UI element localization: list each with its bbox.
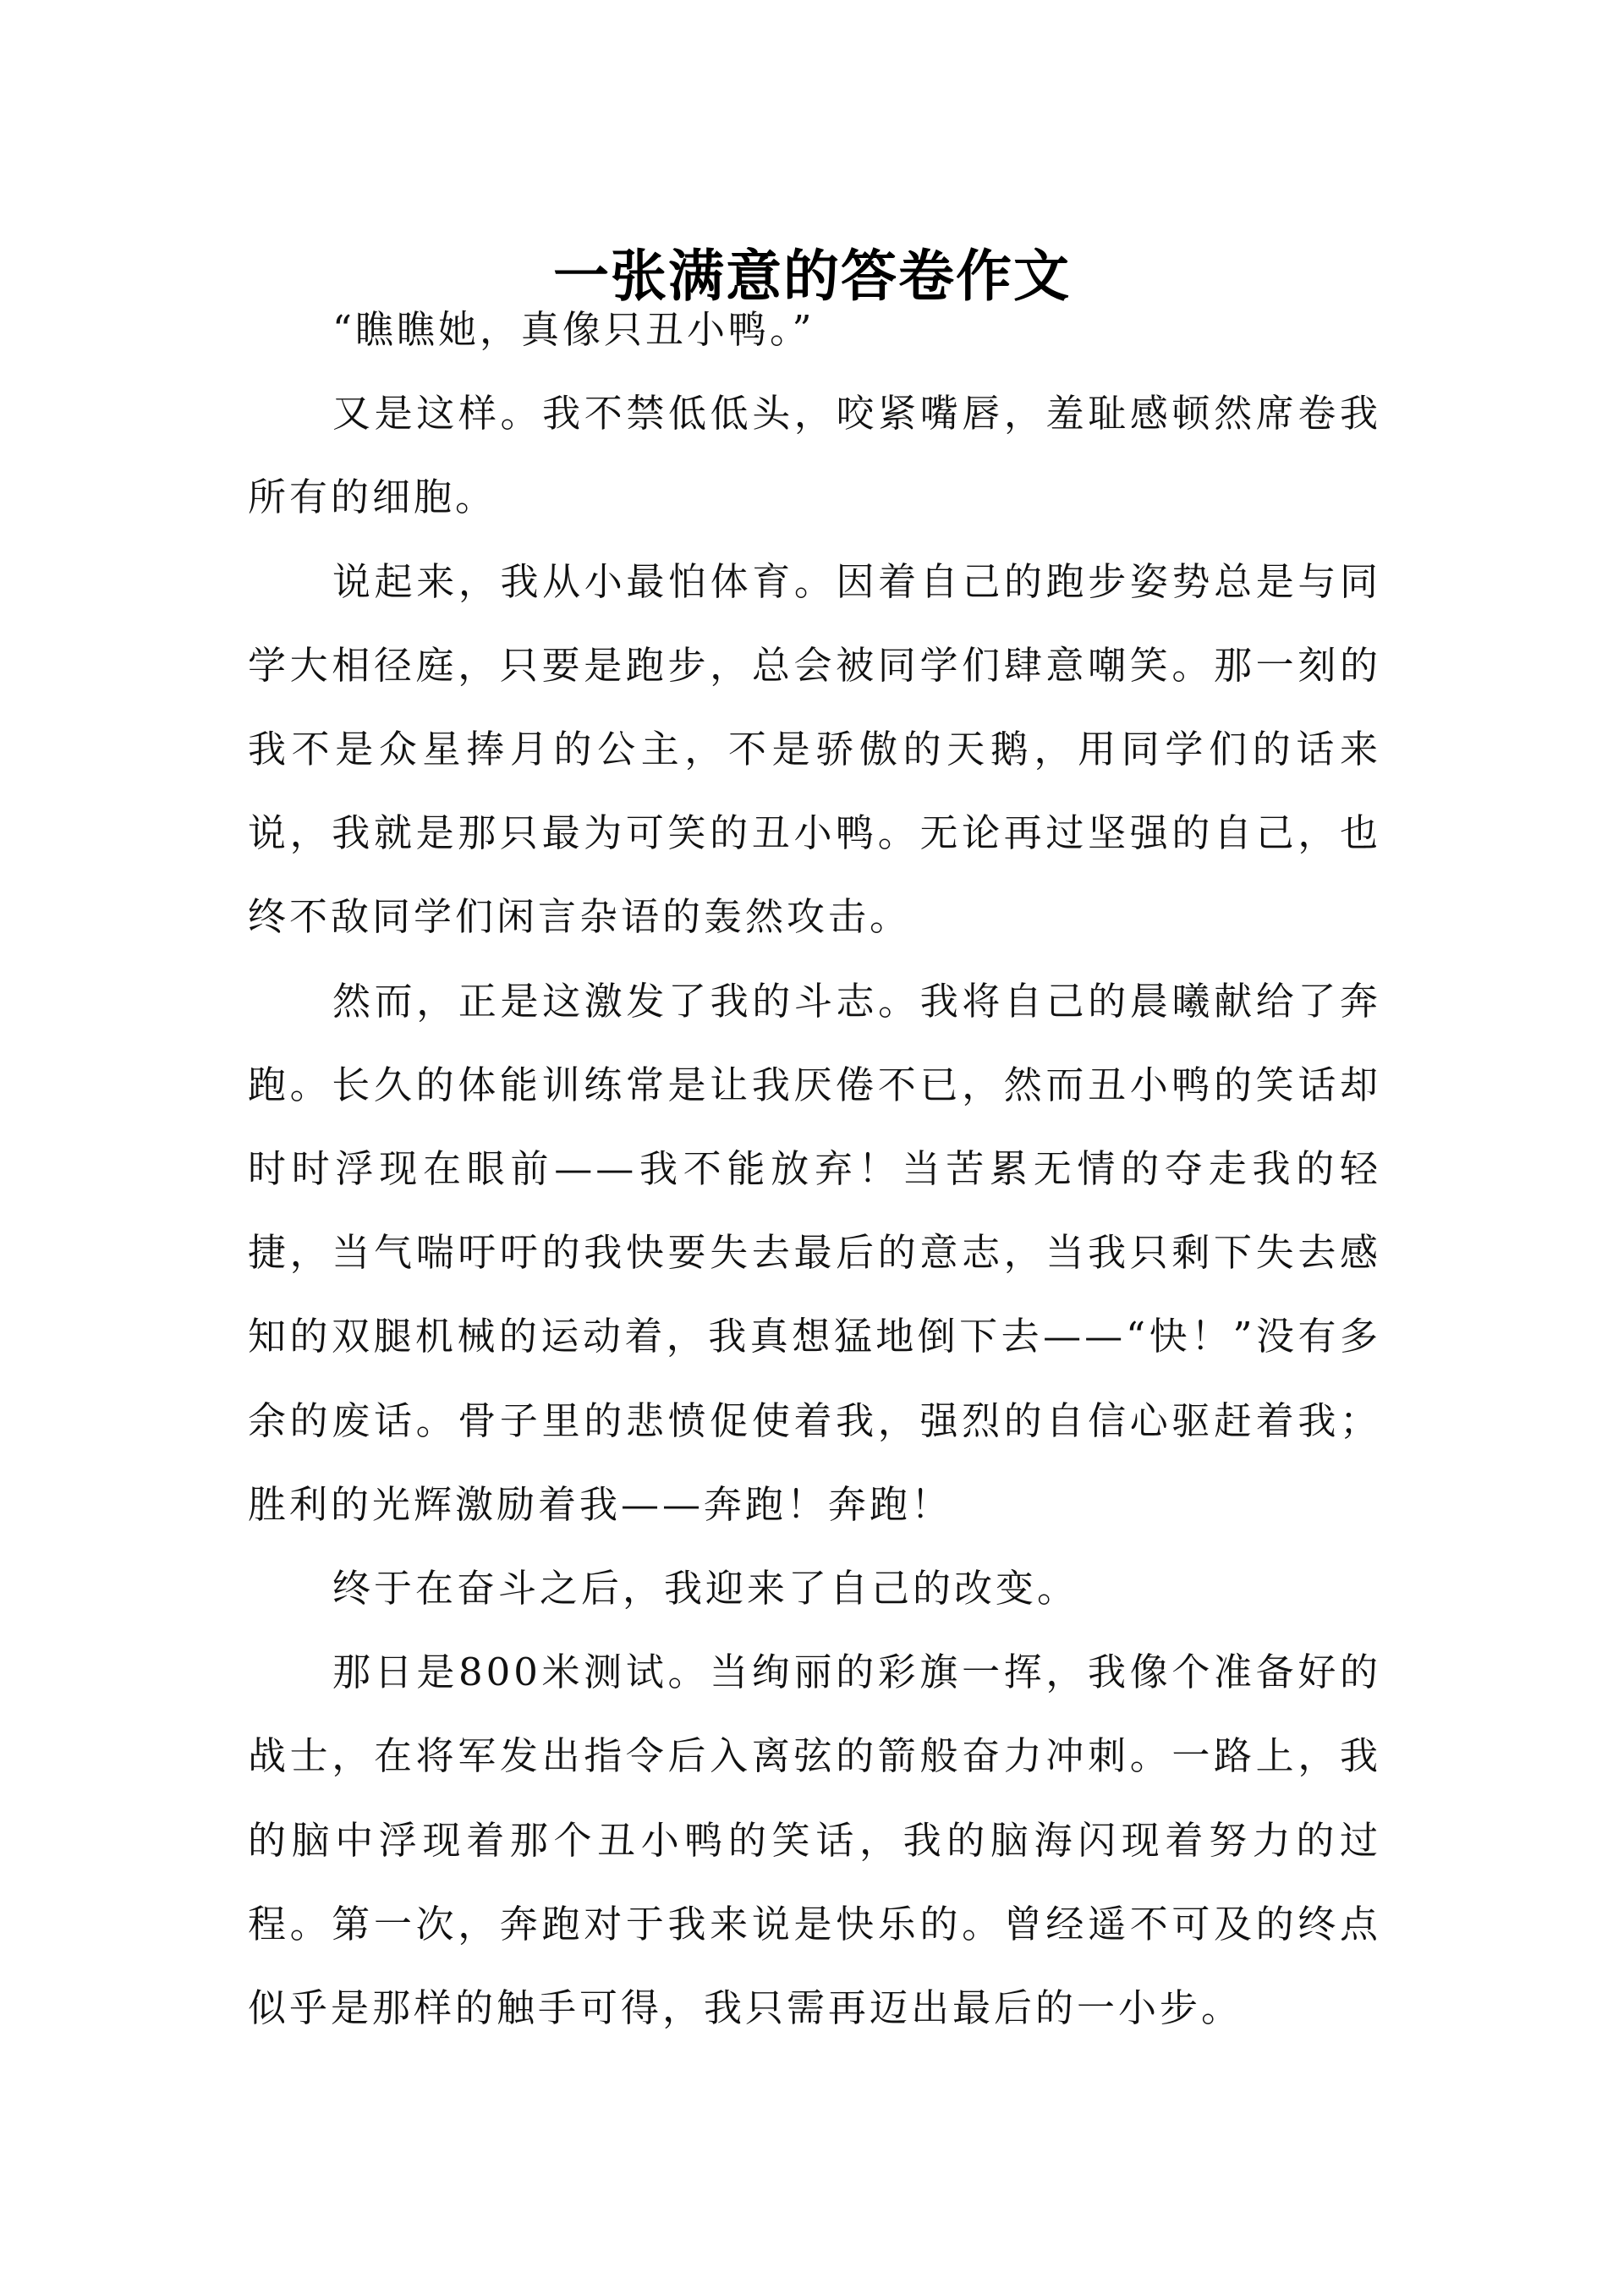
- paragraph-4: 然而，正是这激发了我的斗志。我将自己的晨曦献给了奔跑。长久的体能训练常是让我厌倦不已，然而丑小鸭的笑话却时时浮现在眼前——我不能放弃！当苦累无情的夺走我的轻捷，当气喘吁吁的我快要失去最后的意志，当我只剩下失去感知的双腿机械的运动着，我真想猛地倒下去——“快！”没有多余的废话。骨子里的悲愤促使着我，强烈的自信心驱赶着我；胜利的光辉激励着我——奔跑！奔跑！: [248, 978, 1381, 1527]
- paragraph-6: 那日是800米测试。当绚丽的彩旗一挥，我像个准备好的战士，在将军发出指令后入离弦的箭般奋力冲刺。一路上，我的脑中浮现着那个丑小鸭的笑话，我的脑海闪现着努力的过程。第一次，奔跑对于我来说是快乐的。曾经遥不可及的终点似乎是那样的触手可得，我只需再迈出最后的一小步。: [248, 1650, 1381, 2031]
- paragraph-5: 终于在奋斗之后，我迎来了自己的改变。: [332, 1566, 1079, 1611]
- document-title: 一张满意的答卷作文: [553, 244, 1071, 310]
- paragraph-2: 又是这样。我不禁低低头，咬紧嘴唇，羞耻感顿然席卷我所有的细胞。: [248, 391, 1381, 520]
- paragraph-3: 说起来，我从小最怕体育。因着自己的跑步姿势总是与同学大相径庭，只要是跑步，总会被同学们肆意嘲笑。那一刻的我不是众星捧月的公主，不是骄傲的天鹅，用同学们的话来说，我就是那只最为可笑的丑小鸭。无论再过坚强的自己，也终不敌同学们闲言杂语的轰然攻击。: [248, 558, 1381, 940]
- essay-body: [248, 288, 1381, 2050]
- paragraph-1: “瞧瞧她，真像只丑小鸭。”: [332, 307, 815, 352]
